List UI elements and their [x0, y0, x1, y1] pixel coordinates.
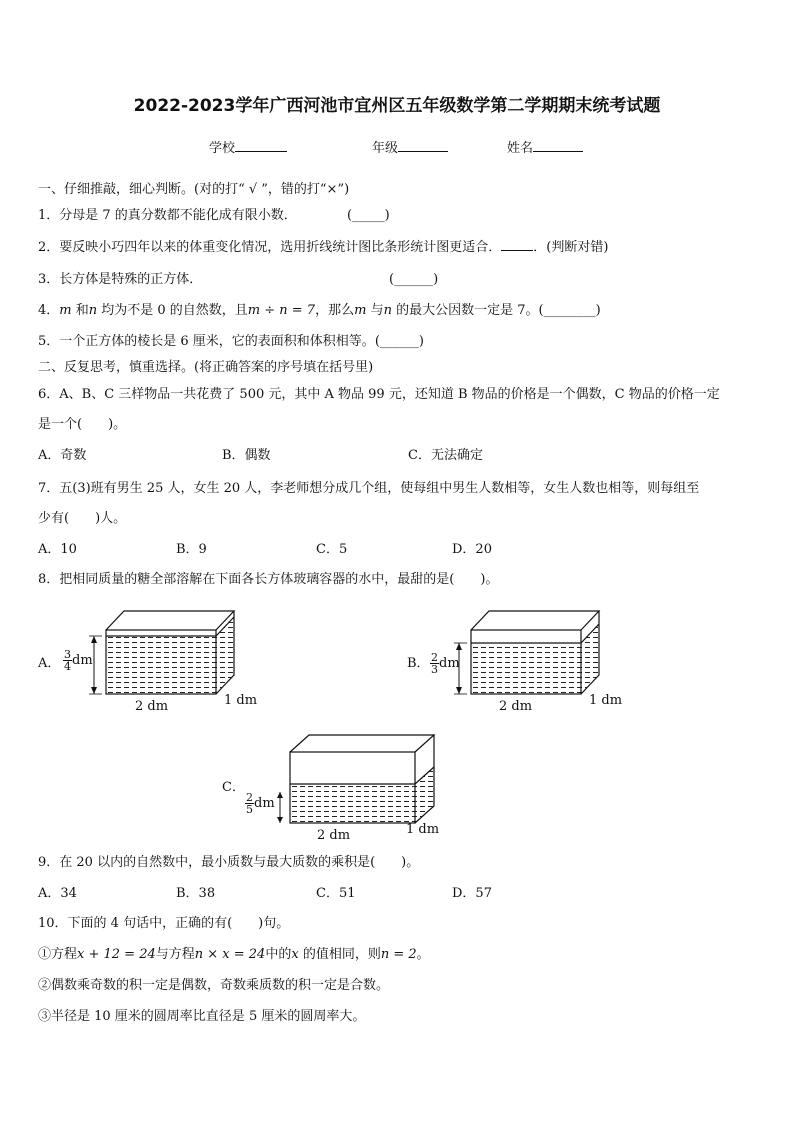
- name-blank[interactable]: [533, 151, 583, 152]
- q4-var-n: n: [88, 303, 98, 318]
- q5-body: 5．一个正方体的棱长是 6 厘米，它的表面积和体积相等。: [38, 334, 375, 349]
- q8-c-height-den: 5: [246, 803, 253, 816]
- q10-s1-mid: 与方程: [155, 947, 195, 962]
- q5-text: [38, 335, 424, 348]
- q8-figure-c-width: 1 dm: [406, 822, 440, 837]
- q8-figure-c-height: [245, 792, 275, 815]
- q10-s1-eq3: n = 2: [380, 947, 417, 962]
- q4-and: 和: [71, 303, 89, 318]
- q10-s1-dot: 。: [416, 947, 430, 962]
- q1-text: 1．分母是 7 的真分数都不能化成有限小数．: [38, 208, 297, 223]
- school-label: 学校: [209, 141, 236, 156]
- q9-option-d[interactable]: D．57: [452, 886, 492, 901]
- q4-after: ，那么: [315, 303, 355, 318]
- q6-option-a[interactable]: A．奇数: [38, 448, 87, 463]
- q6-line2: 是一个( )。: [38, 417, 127, 432]
- q10-statement-2: ②偶数乘奇数的积一定是偶数，奇数乘质数的积一定是合数。: [38, 978, 390, 993]
- q8-c-height-unit: dm: [254, 796, 275, 811]
- q8-b-water-side: [581, 624, 599, 694]
- q10-statement-3: ③半径是 10 厘米的圆周率比直径是 5 厘米的圆周率大。: [38, 1009, 366, 1024]
- q7-option-a[interactable]: A．10: [38, 542, 77, 557]
- q4-number: 4．: [38, 303, 60, 318]
- q10-s1-eq1: x + 12 = 24: [77, 947, 156, 962]
- q8-b-height-unit: dm: [439, 656, 460, 671]
- q8-text: 8．把相同质量的糖全部溶解在下面各长方体玻璃容器的水中，最甜的是( )。: [38, 572, 499, 587]
- q8-figure-c-container: [284, 734, 484, 824]
- q4-equation: m ÷ n = 7: [247, 303, 316, 318]
- q3-text: 3．长方体是特殊的正方体．: [38, 272, 203, 287]
- q8-figure-a-width: 1 dm: [224, 693, 258, 708]
- q4-with: 与: [366, 303, 384, 318]
- q4-end: 的最大公因数一定是 7。: [391, 303, 539, 318]
- q10-statement-1: [38, 948, 430, 961]
- q10-s1-var-x: x: [291, 947, 299, 962]
- q9-option-b[interactable]: B．38: [176, 886, 216, 901]
- school-blank[interactable]: [235, 151, 287, 152]
- q8-a-height-unit: dm: [72, 653, 93, 668]
- grade-field: [372, 142, 448, 155]
- q8-a-water-side: [216, 617, 234, 694]
- q8-figure-c-length: 2 dm: [317, 828, 351, 843]
- q10-s1-mid2: 中的: [265, 947, 292, 962]
- section1-heading: 一、仔细推敲，细心判断。(对的打“ √ ”，错的打“×”): [38, 182, 350, 197]
- q9-option-c[interactable]: C．51: [316, 886, 356, 901]
- q8-a-height-num: 3: [64, 648, 71, 661]
- q9-text: 9．在 20 以内的自然数中，最小质数与最大质数的乘积是( )。: [38, 855, 420, 870]
- q2-text: [38, 241, 608, 254]
- q8-a-water: [106, 636, 216, 694]
- q8-figure-b-width: 1 dm: [589, 693, 623, 708]
- q8-figure-a-length: 2 dm: [135, 699, 169, 714]
- q4-text: [38, 304, 601, 317]
- q7-line1: 7．五(3)班有男生 25 人，女生 20 人，李老师想分成几个组，使每组中男生人数相等，女生人数也相等，则每组至: [38, 481, 700, 496]
- name-label: 姓名: [507, 141, 534, 156]
- q8-figure-b-length: 2 dm: [499, 699, 533, 714]
- q6-option-b[interactable]: B．偶数: [222, 448, 271, 463]
- q8-a-height-den: 4: [64, 660, 71, 673]
- q10-s1-eq2: n × x = 24: [194, 947, 266, 962]
- section2-heading: 二、反复思考，慎重选择。(将正确答案的序号填在括号里): [38, 360, 374, 375]
- q10-text: 10．下面的 4 句话中，正确的有( )句。: [38, 916, 290, 931]
- q8-option-c-label[interactable]: C．: [222, 780, 245, 795]
- q5-answer-blank[interactable]: (______): [374, 334, 424, 349]
- q4-mid: 均为不是 0 的自然数，且: [97, 303, 248, 318]
- q2-body: 2．要反映小巧四年以来的体重变化情况，选用折线统计图比条形统计图更适合．: [38, 240, 502, 255]
- q7-option-c[interactable]: C．5: [316, 542, 348, 557]
- q4-var-m: m: [59, 303, 72, 318]
- q8-figure-b-height: [430, 652, 460, 675]
- q9-option-a[interactable]: A．34: [38, 886, 77, 901]
- school-field: [209, 142, 287, 155]
- q8-option-b-label[interactable]: B．: [407, 656, 430, 671]
- q4-answer-blank[interactable]: (________): [538, 303, 601, 318]
- q8-figure-b-container: [465, 610, 665, 690]
- q2-answer-blank[interactable]: [501, 250, 533, 251]
- q6-line1: 6．A、B、C 三样物品一共花费了 500 元，其中 A 物品 99 元，还知道 B 物品的价格是一个偶数，C 物品的价格一定: [38, 387, 720, 402]
- q7-line2: 少有( )人。: [38, 511, 127, 526]
- q8-b-height-num: 2: [431, 651, 438, 664]
- name-field: [507, 142, 583, 155]
- grade-label: 年级: [372, 141, 399, 156]
- grade-blank[interactable]: [398, 151, 448, 152]
- q1-answer-blank[interactable]: (_____): [347, 208, 390, 223]
- q3-answer-blank[interactable]: (______): [389, 272, 439, 287]
- q8-figure-a-height: [63, 649, 93, 672]
- q10-s1-end: 的值相同，则: [298, 947, 381, 962]
- q6-option-c[interactable]: C．无法确定: [408, 448, 483, 463]
- q8-figure-a-container: [100, 610, 300, 690]
- q8-b-height-den: 3: [431, 663, 438, 676]
- q4-var-n2: n: [383, 303, 392, 318]
- q8-c-height-num: 2: [246, 791, 253, 804]
- page-title: 2022-2023学年广西河池市宜州区五年级数学第二学期期末统考试题: [133, 96, 661, 116]
- q8-option-a-label[interactable]: A．: [38, 656, 61, 671]
- q10-s1-pre: ①方程: [38, 947, 78, 962]
- q2-tail: ．(判断对错): [533, 240, 609, 255]
- q4-var-m2: m: [354, 303, 367, 318]
- q7-option-d[interactable]: D．20: [452, 542, 492, 557]
- q7-option-b[interactable]: B．9: [176, 542, 207, 557]
- q8-c-water: [290, 784, 415, 823]
- q8-b-water: [471, 643, 581, 694]
